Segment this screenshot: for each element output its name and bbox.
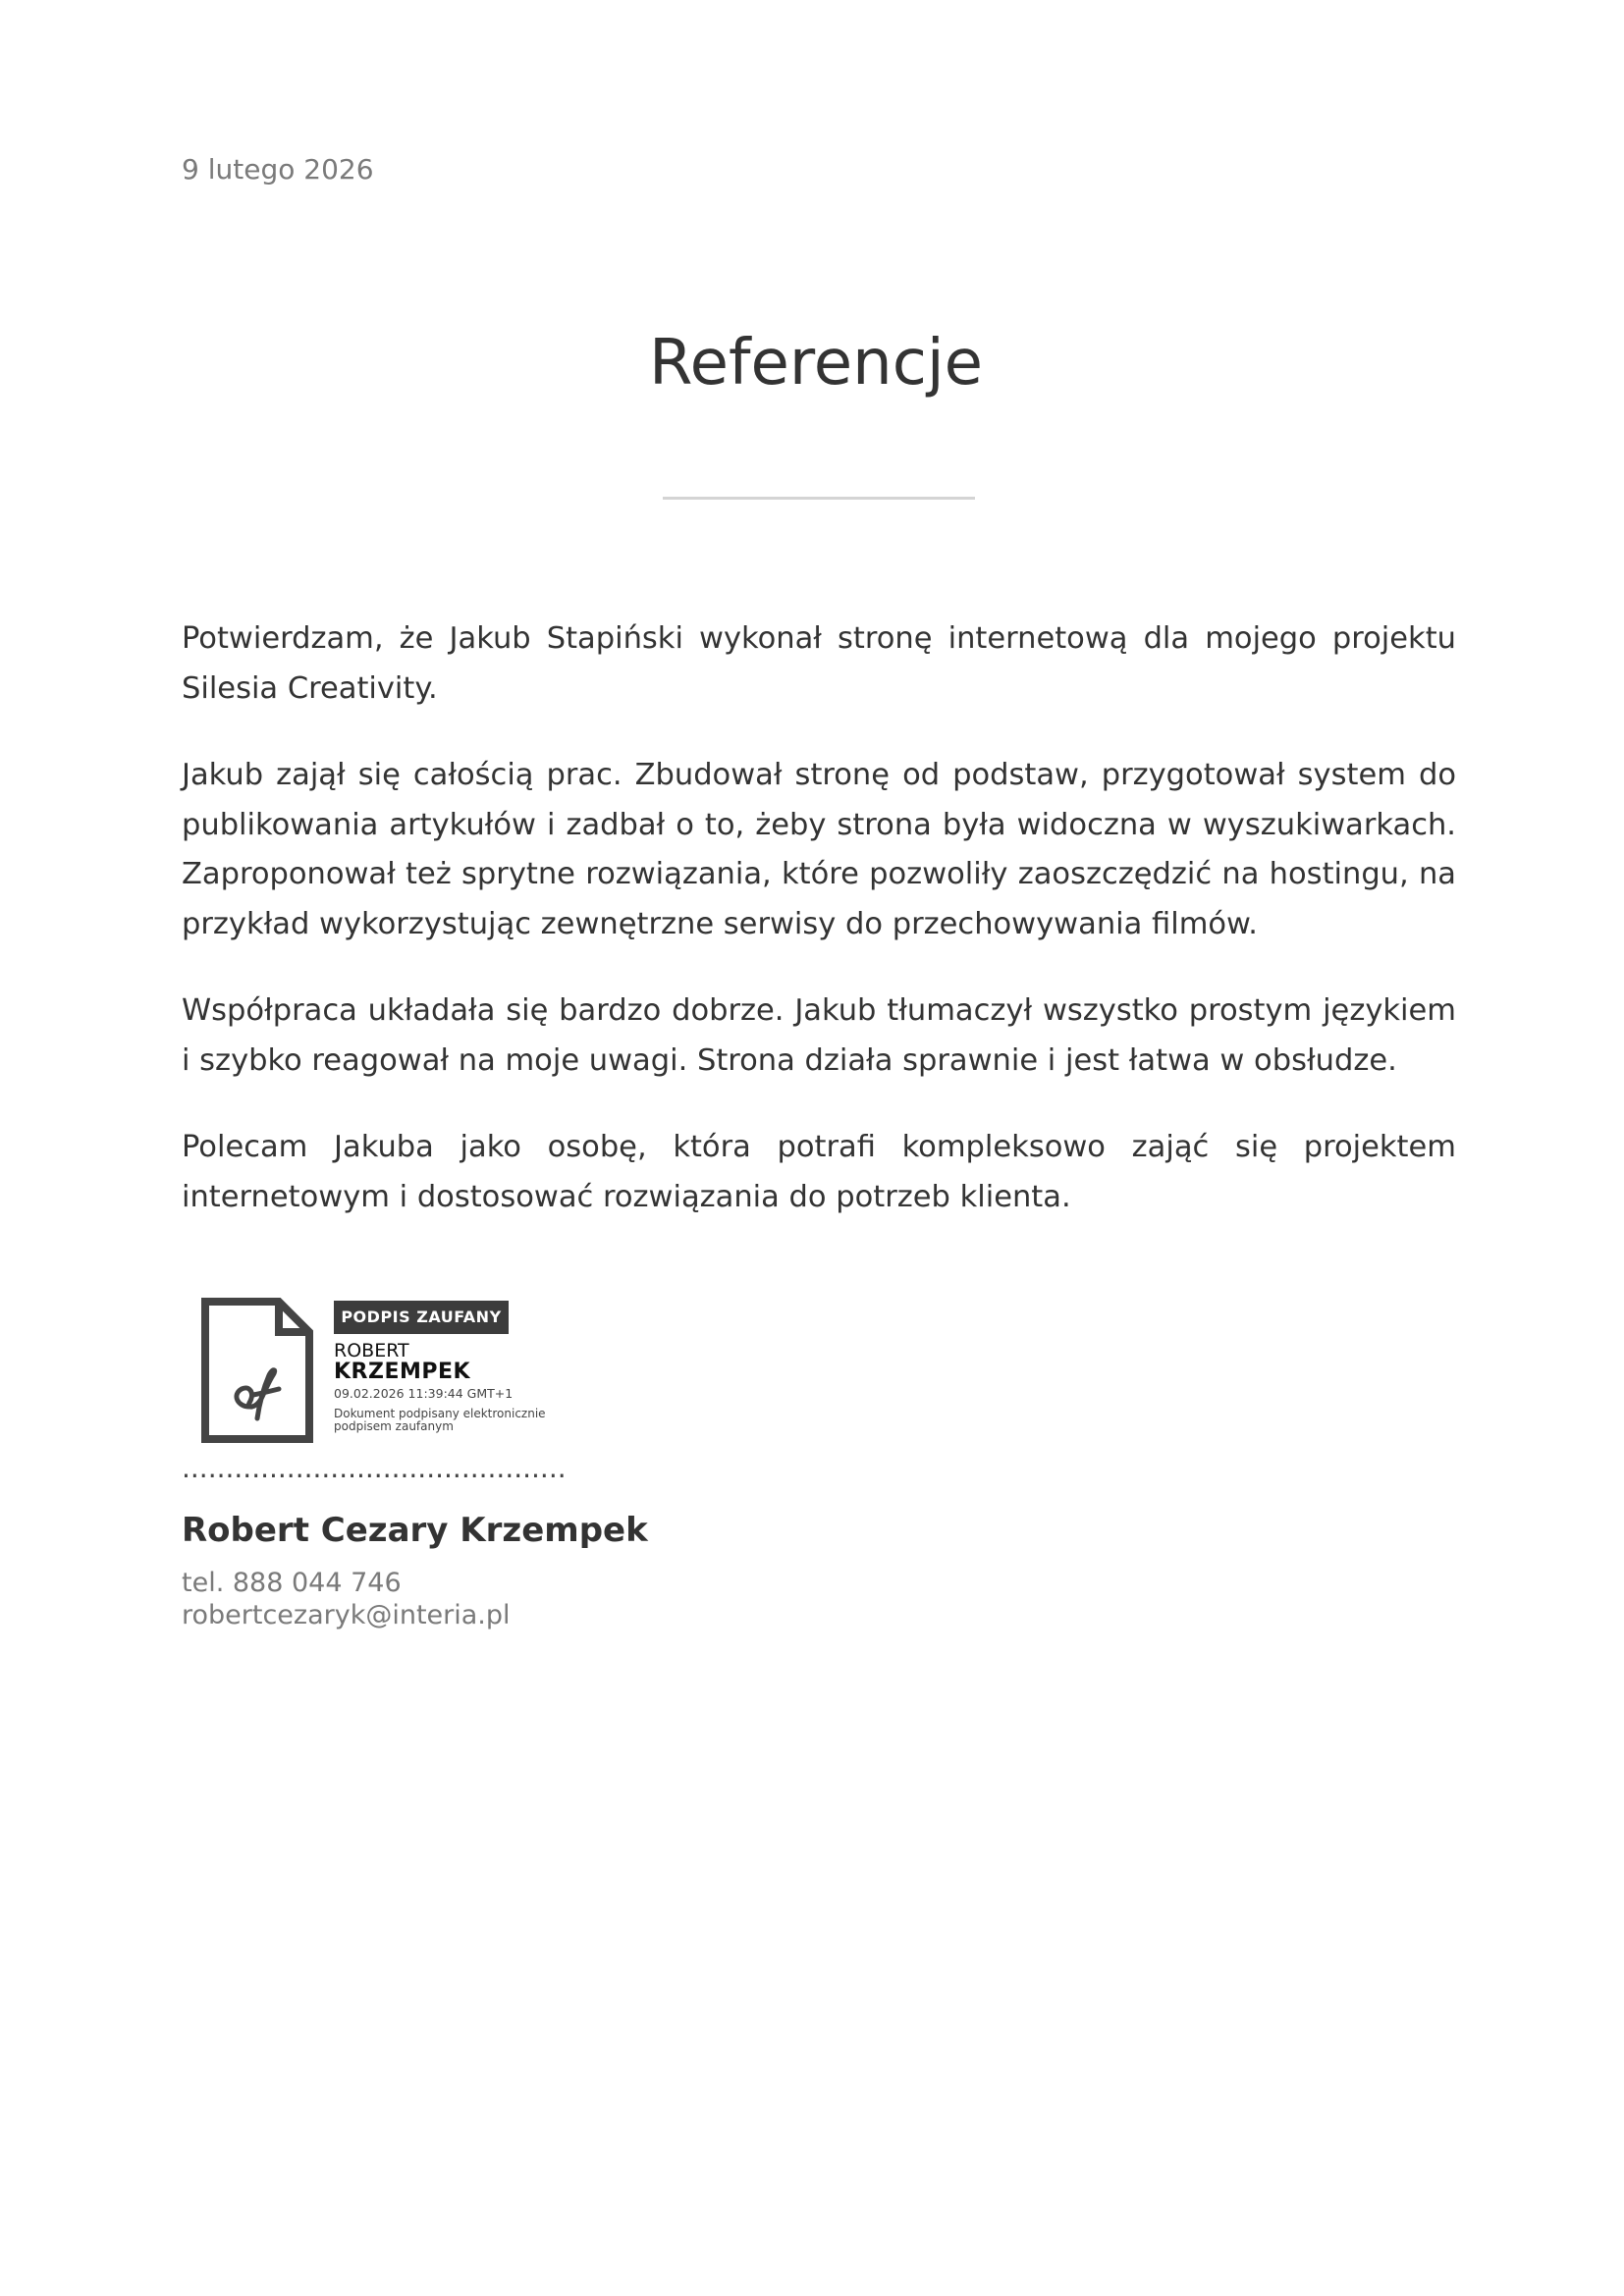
signature-last-name: KRZEMPEK	[334, 1360, 471, 1384]
page-title: Referencje	[648, 327, 984, 400]
signature-first-name: ROBERT	[334, 1340, 409, 1362]
signed-document-icon	[200, 1297, 314, 1444]
body-paragraph-4: Polecam Jakuba jako osobę, która potrafi kompleksowo zająć się projektem internetowym i dostosować rozwiązania do potrzeb klienta.	[182, 1130, 1456, 1214]
signature-line: ............................................	[182, 1452, 567, 1484]
signer-name: Robert Cezary Krzempek	[182, 1511, 648, 1550]
signature-note: Dokument podpisany elektronicznie podpisem zaufanym	[334, 1407, 546, 1433]
letter-body	[182, 614, 1456, 1259]
trusted-signature-stamp	[200, 1297, 593, 1444]
title-divider	[663, 497, 975, 500]
body-paragraph-3: Współpraca układała się bardzo dobrze. Jakub tłumaczył wszystko prostym językiem i szybko reagował na moje uwagi. Strona działa sprawnie i jest łatwa w obsłudze.	[182, 993, 1456, 1078]
signer-email: robertcezaryk@interia.pl	[182, 1600, 511, 1630]
signer-phone: tel. 888 044 746	[182, 1568, 402, 1598]
letter-date: 9 lutego 2026	[182, 153, 374, 186]
signature-badge: PODPIS ZAUFANY	[334, 1301, 509, 1334]
body-paragraph-1: Potwierdzam, że Jakub Stapiński wykonał stronę internetową dla mojego projektu Silesia Creativity.	[182, 621, 1456, 706]
signature-timestamp: 09.02.2026 11:39:44 GMT+1	[334, 1386, 514, 1401]
body-paragraph-2: Jakub zajął się całością prac. Zbudował stronę od podstaw, przygotował system do publikowania artykułów i zadbał o to, żeby strona była widoczna w wyszukiwarkach. Zaproponował też sprytne rozwiązania, które pozwoliły zaoszczędzić na hostingu, na przykład wykorzystując zewnętrzne serwisy do przechowywania filmów.	[182, 758, 1456, 941]
